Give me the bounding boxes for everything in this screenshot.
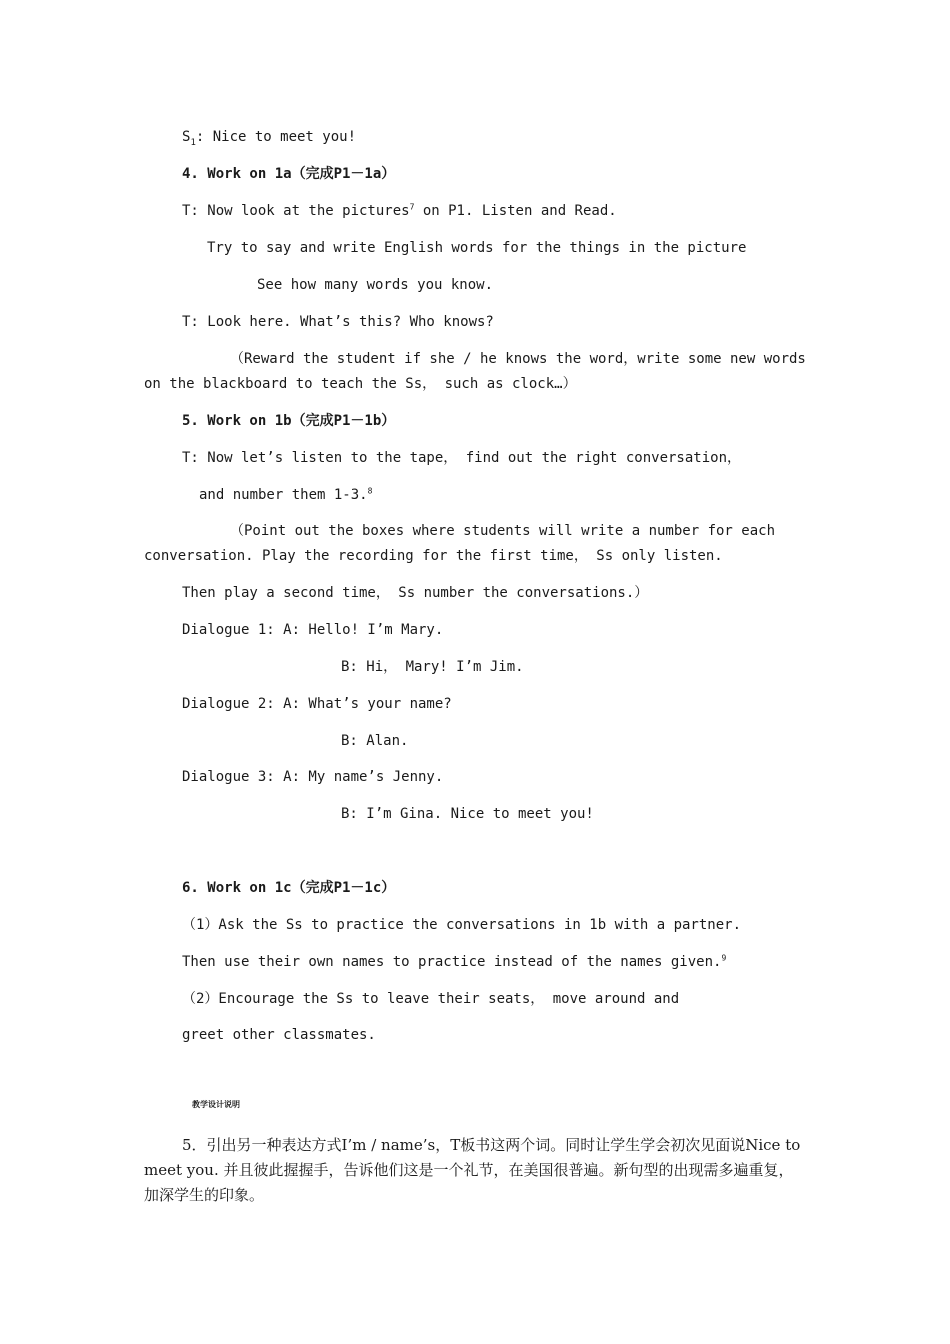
footnote-marker: 9 [721, 953, 727, 963]
section-heading-6: 6. Work on 1c（完成P1－1c） [182, 880, 396, 896]
footnote-marker: 8 [367, 486, 373, 496]
note-line: （Point out the boxes where students will write a number for each [230, 523, 776, 539]
dialogue-line: B: Hi， Mary! I’m Jim. [341, 659, 524, 675]
step-line: （2）Encourage the Ss to leave their seats， move around and [182, 991, 680, 1007]
student-reply: : Nice to meet you! [195, 129, 357, 145]
dialogue-line: B: Alan. [341, 733, 409, 749]
instruction-text: T: Now look at the pictures [182, 203, 410, 219]
instruction-text: and number them 1-3. [199, 487, 368, 503]
speaker-subscript: 1 [190, 137, 196, 148]
note-line: conversation. Play the recording for the first time， Ss only listen. [144, 548, 723, 564]
dialogue-line: Dialogue 1: A: Hello! I’m Mary. [182, 622, 444, 638]
note-line: （Reward the student if she / he knows the word，write some new words [230, 351, 806, 367]
instruction-line: Try to say and write English words for the things in the picture [207, 240, 747, 256]
teacher-instruction: T: Now let’s listen to the tape， find out the right conversation， [182, 450, 742, 466]
design-note-heading: 教学设计说明 [192, 1100, 240, 1109]
instruction-text: on P1. Listen and Read. [414, 203, 617, 219]
dialogue-line: Dialogue 2: A: What’s your name? [182, 696, 452, 712]
teacher-instruction [182, 202, 617, 220]
dialogue-line: B: I’m Gina. Nice to meet you! [341, 806, 594, 822]
speaker-label: S [182, 129, 191, 145]
dialogue-line: Dialogue 3: A: My name’s Jenny. [182, 769, 444, 785]
note-line: on the blackboard to teach the Ss， such as clock…） [144, 376, 577, 392]
section-heading-5: 5. Work on 1b（完成P1－1b） [182, 413, 396, 429]
instruction-line: See how many words you know. [257, 277, 494, 293]
teacher-question: T: Look here. What’s this? Who knows? [182, 314, 494, 330]
step-line: （1）Ask the Ss to practice the conversations in 1b with a partner. [182, 917, 742, 933]
step-line [182, 953, 726, 971]
note-line: Then play a second time， Ss number the conversations.） [182, 585, 649, 601]
student-line [182, 128, 356, 146]
instruction-text: Then use their own names to practice instead of the names given. [182, 954, 722, 970]
design-note-paragraph: 5．引出另一种表达方式I’m / name’s，T板书这两个词。同时让学生学会初次见面说Nice to meet you. 并且彼此握握手，告诉他们这是一个礼节，在美国很普遍。新句型的出现需多遍重复，加深学生的印象。 [144, 1136, 801, 1204]
footnote-marker: 7 [409, 202, 415, 212]
instruction-line [199, 486, 372, 504]
step-line: greet other classmates. [182, 1027, 376, 1043]
section-heading-4: 4. Work on 1a（完成P1－1a） [182, 166, 396, 182]
